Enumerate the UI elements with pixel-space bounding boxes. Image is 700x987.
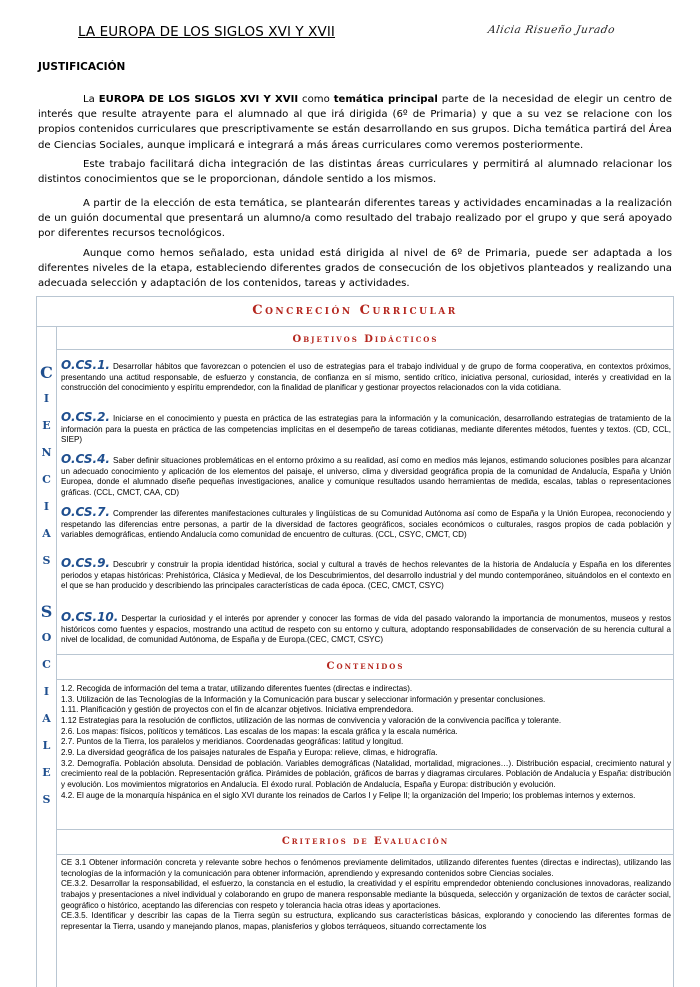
contenido-item: 2.6. Los mapas: físicos, políticos y temáticos. Las escalas de los mapas: la escala gráfica y la escala numérica. [61, 726, 458, 736]
objetivo-item [61, 412, 671, 446]
justificacion-paragraph-1 [38, 92, 672, 153]
objetivo-code: O.CS.7. [61, 505, 110, 519]
contenido-item: 1.12 Estrategias para la resolución de conflictos, utilización de las normas de convivencia y valoración de la convivencia pacífica y tolerante. [61, 715, 562, 725]
side-letter: O [41, 631, 52, 644]
objetivo-code: O.CS.9. [61, 556, 110, 570]
side-letter: C [42, 658, 51, 671]
concrecion-title: Concreción Curricular [252, 303, 458, 318]
objetivos-header [57, 327, 674, 350]
objetivos-heading: Objetivos Didácticos [292, 334, 439, 345]
side-letter: S [42, 793, 51, 806]
contenidos-list [61, 684, 671, 801]
side-letter: I [43, 392, 50, 405]
objetivo-code: O.CS.4. [61, 452, 110, 466]
side-letter: I [43, 685, 50, 698]
objetivo-item [61, 507, 671, 541]
side-letter: L [42, 739, 51, 752]
objetivo-item [61, 454, 671, 498]
p1-text-c: como [298, 94, 334, 105]
justificacion-paragraph-4: Aunque como hemos señalado, esta unidad está dirigida al nivel de 6º de Primaria, puede ser adaptada a los diferentes niveles de la etapa, estableciendo diferentes grados de consecución de los objetivos planteados y realizando una adecuada selección y adaptación de los contenidos, tareas y actividades. [38, 248, 672, 290]
objetivo-code: O.CS.2. [61, 410, 110, 424]
criterio-item: CE.3.5. Identificar y describir las capas de la Tierra según su estructura, explicando sus características básicas, explorando y conociendo las diferentes formas de representar la Tierra, usando y manejando planos, mapas, planisferios y globos terráqueos, situando correctamente los [61, 911, 671, 931]
criterios-header [57, 830, 674, 855]
objetivo-item [61, 612, 671, 646]
criterio-item: CE 3.1 Obtener información concreta y relevante sobre hechos o fenómenos previamente delimitados, utilizando diferentes fuentes (directas e indirectas), utilizando las tecnologías de la información y la comunicación para obtener información, aprendiendo y expresando contenidos sobre Ciencias sociales. [61, 858, 671, 878]
objetivo-item [61, 360, 671, 394]
side-letter: I [43, 500, 50, 513]
side-letter: S [40, 602, 53, 621]
objetivo-code: O.CS.1. [61, 358, 110, 372]
side-letter: C [42, 473, 51, 486]
objetivo-item [61, 558, 671, 592]
side-letter: C [40, 363, 53, 382]
contenidos-heading: Contenidos [326, 661, 405, 672]
objetivo-text: Despertar la curiosidad y el interés por aprender y conocer las formas de vida del pasado valorando la importancia de monumentos, museos y restos históricos como fuentes y espacios, mostrando una actitud de respeto con su entorno y cultura, adoptando responsabilidades de conservación de su herencia cultural a nivel de localidad, de comunidad Autónoma, de España y de Europa.(CEC, CMCT, CSYC) [61, 614, 671, 645]
side-letter: E [42, 766, 51, 779]
contenido-item: 3.2. Demografía. Población absoluta. Densidad de población. Variables demográficas (Natalidad, mortalidad, migraciones…). Distribución espacial, crecimiento natural y crecimiento real de la población. Representación gráfica. Pirámides de población, gráficos de barras y diagramas circulares. Población de Andalucía y España: distribución y evolución. Los movimientos migratorios en Andalucía. El éxodo rural. Población de Andalucía, España y Europa: distribución y evolución. [61, 758, 671, 789]
criterios-list [61, 858, 671, 933]
author-signature: Alicia Risueño Jurado [486, 24, 617, 36]
side-letter: N [41, 446, 52, 459]
justificacion-heading: JUSTIFICACIÓN [38, 61, 126, 73]
side-letter: E [42, 419, 51, 432]
document-title: LA EUROPA DE LOS SIGLOS XVI Y XVII [78, 24, 335, 40]
contenido-item: 2.7. Puntos de la Tierra, los paralelos y meridianos. Coordenadas geográficas: latitud y longitud. [61, 737, 404, 747]
p1-text-a: La [83, 94, 99, 105]
contenido-item: 1.2. Recogida de información del tema a tratar, utilizando diferentes fuentes (directas e indirectas). [61, 684, 413, 693]
contenido-item: 1.3. Utilización de las Tecnologías de la Información y la Comunicación para buscar y seleccionar información y presentar conclusiones. [61, 694, 546, 704]
p1-bold-title: EUROPA DE LOS SIGLOS XVI Y XVII [98, 94, 299, 105]
objetivo-text: Comprender las diferentes manifestaciones culturales y lingüísticas de su Comunidad Autónoma así como de España y la Unión Europea, reconociendo y respetando las diferencias entre personas, a partir de la diversidad de factores geográficos, sociales económicos o culturales, rasgos propios de cada población y variables demográficas, entiendo Andalucía como comunidad de encuentro de culturas. (CCL, CSYC, CMCT, CD) [61, 509, 671, 540]
objetivo-text: Desarrollar hábitos que favorezcan o potencien el uso de estrategias para el trabajo individual y de grupo de forma cooperativa, en contextos próximos, presentando una actitud responsable, de esfuerzo y constancia, de confianza en sí mismo, sentido crítico, iniciativa personal, curiosidad, interés y creatividad en la construcción del conocimiento y espíritu emprendedor, con la finalidad de planificar y gestionar proyectos relacionados con la vida cotidiana. [61, 362, 671, 393]
objetivo-text: Iniciarse en el conocimiento y puesta en práctica de las estrategias para la información y la comunicación, desarrollando estrategias de tratamiento de la información para la puesta en práctica de las competencias implícitas en el desempeño de tareas cotidianas, mediante diferentes métodos, fuentes y textos. (CD, CCL, SIEP) [61, 414, 671, 445]
contenido-item: 4.2. El auge de la monarquía hispánica en el siglo XVI durante los reinados de Carlos I y Felipe II; la organización del Imperio; los problemas internos y externos. [61, 790, 636, 800]
contenidos-header [57, 655, 674, 680]
p1-text-e: parte de la necesidad de elegir un centro de interés que resulte atrayente para el alumnado al que irá dirigida (6º de Primaria) y que a su vez se relacione con los propios contenidos curriculares que prescriptivamente se están desarrollando en sus grupos. Dicha temática partirá del Área de Ciencias Sociales, aunque implicará e integrará a más áreas curriculares como veremos posteriormente. [38, 94, 672, 151]
objetivo-code: O.CS.10. [61, 610, 119, 624]
contenido-item: 1.11. Planificación y gestión de proyectos con el fin de alcanzar objetivos. Iniciativa emprendedora. [61, 705, 414, 715]
p1-bold-tematica: temática principal [333, 94, 438, 105]
contenido-item: 2.9. La diversidad geográfica de los paisajes naturales de España y Europa: relieve, climas, e hidrografía. [61, 747, 438, 757]
side-letter: S [42, 554, 51, 567]
criterios-heading: Criterios de Evaluación [281, 836, 450, 847]
objetivo-text: Saber definir situaciones problemáticas en el entorno próximo a su realidad, así como en medios más lejanos, estimando soluciones posibles para alcanzar un adecuado conocimiento y aplicación de los elementos del paisaje, el universo, clima y diversidad geográfica propia de la comunidad de Andalucía, España y Unión Europea, donde el alumnado diseñe pequeñas investigaciones, analice y comunique resultados usando herramientas de medida, escalas, tablas o representaciones gráficas. (CCL, CMCT, CAA, CD) [61, 456, 671, 497]
objetivo-text: Descubrir y construir la propia identidad histórica, social y cultural a través de hechos relevantes de la historia de Andalucía y España en los diferentes periodos y etapas históricas: Prehistórica, Clásica y Medieval, de los Descubrimientos, del desarrollo industrial y del mundo contemporáneo, situándolos en el contexto en el que se han producido y describiendo las principales características de cada época. (CEC, CMCT, CSYC) [61, 560, 671, 591]
side-letter: A [42, 527, 51, 540]
criterio-item: CE.3.2. Desarrollar la responsabilidad, el esfuerzo, la constancia en el estudio, la creatividad y el espíritu emprendedor obteniendo conclusiones innovadoras, realizando trabajos y presentaciones a nivel individual y colaborando en grupo de manera responsable mediante la búsqueda, selección y organización de textos de carácter social, geográfico o histórico, aceptando las diferencias con respeto y tolerancia hacia otras ideas y aportaciones. [61, 879, 671, 910]
concrecion-header [36, 296, 674, 327]
justificacion-paragraph-2: Este trabajo facilitará dicha integración de las distintas áreas curriculares y permitirá al alumnado relacionar los distintos conocimientos que se le proporcionan, dándole sentido a los mismos. [38, 159, 672, 186]
justificacion-paragraph-3: A partir de la elección de esta temática, se plantearán diferentes tareas y actividades encaminadas a la realización de un guión documental que presentará un alumno/a como resultado del trabajo realizado por el grupo y que será apoyado por diferentes recursos tecnológicos. [38, 198, 672, 240]
side-letter: A [42, 712, 51, 725]
